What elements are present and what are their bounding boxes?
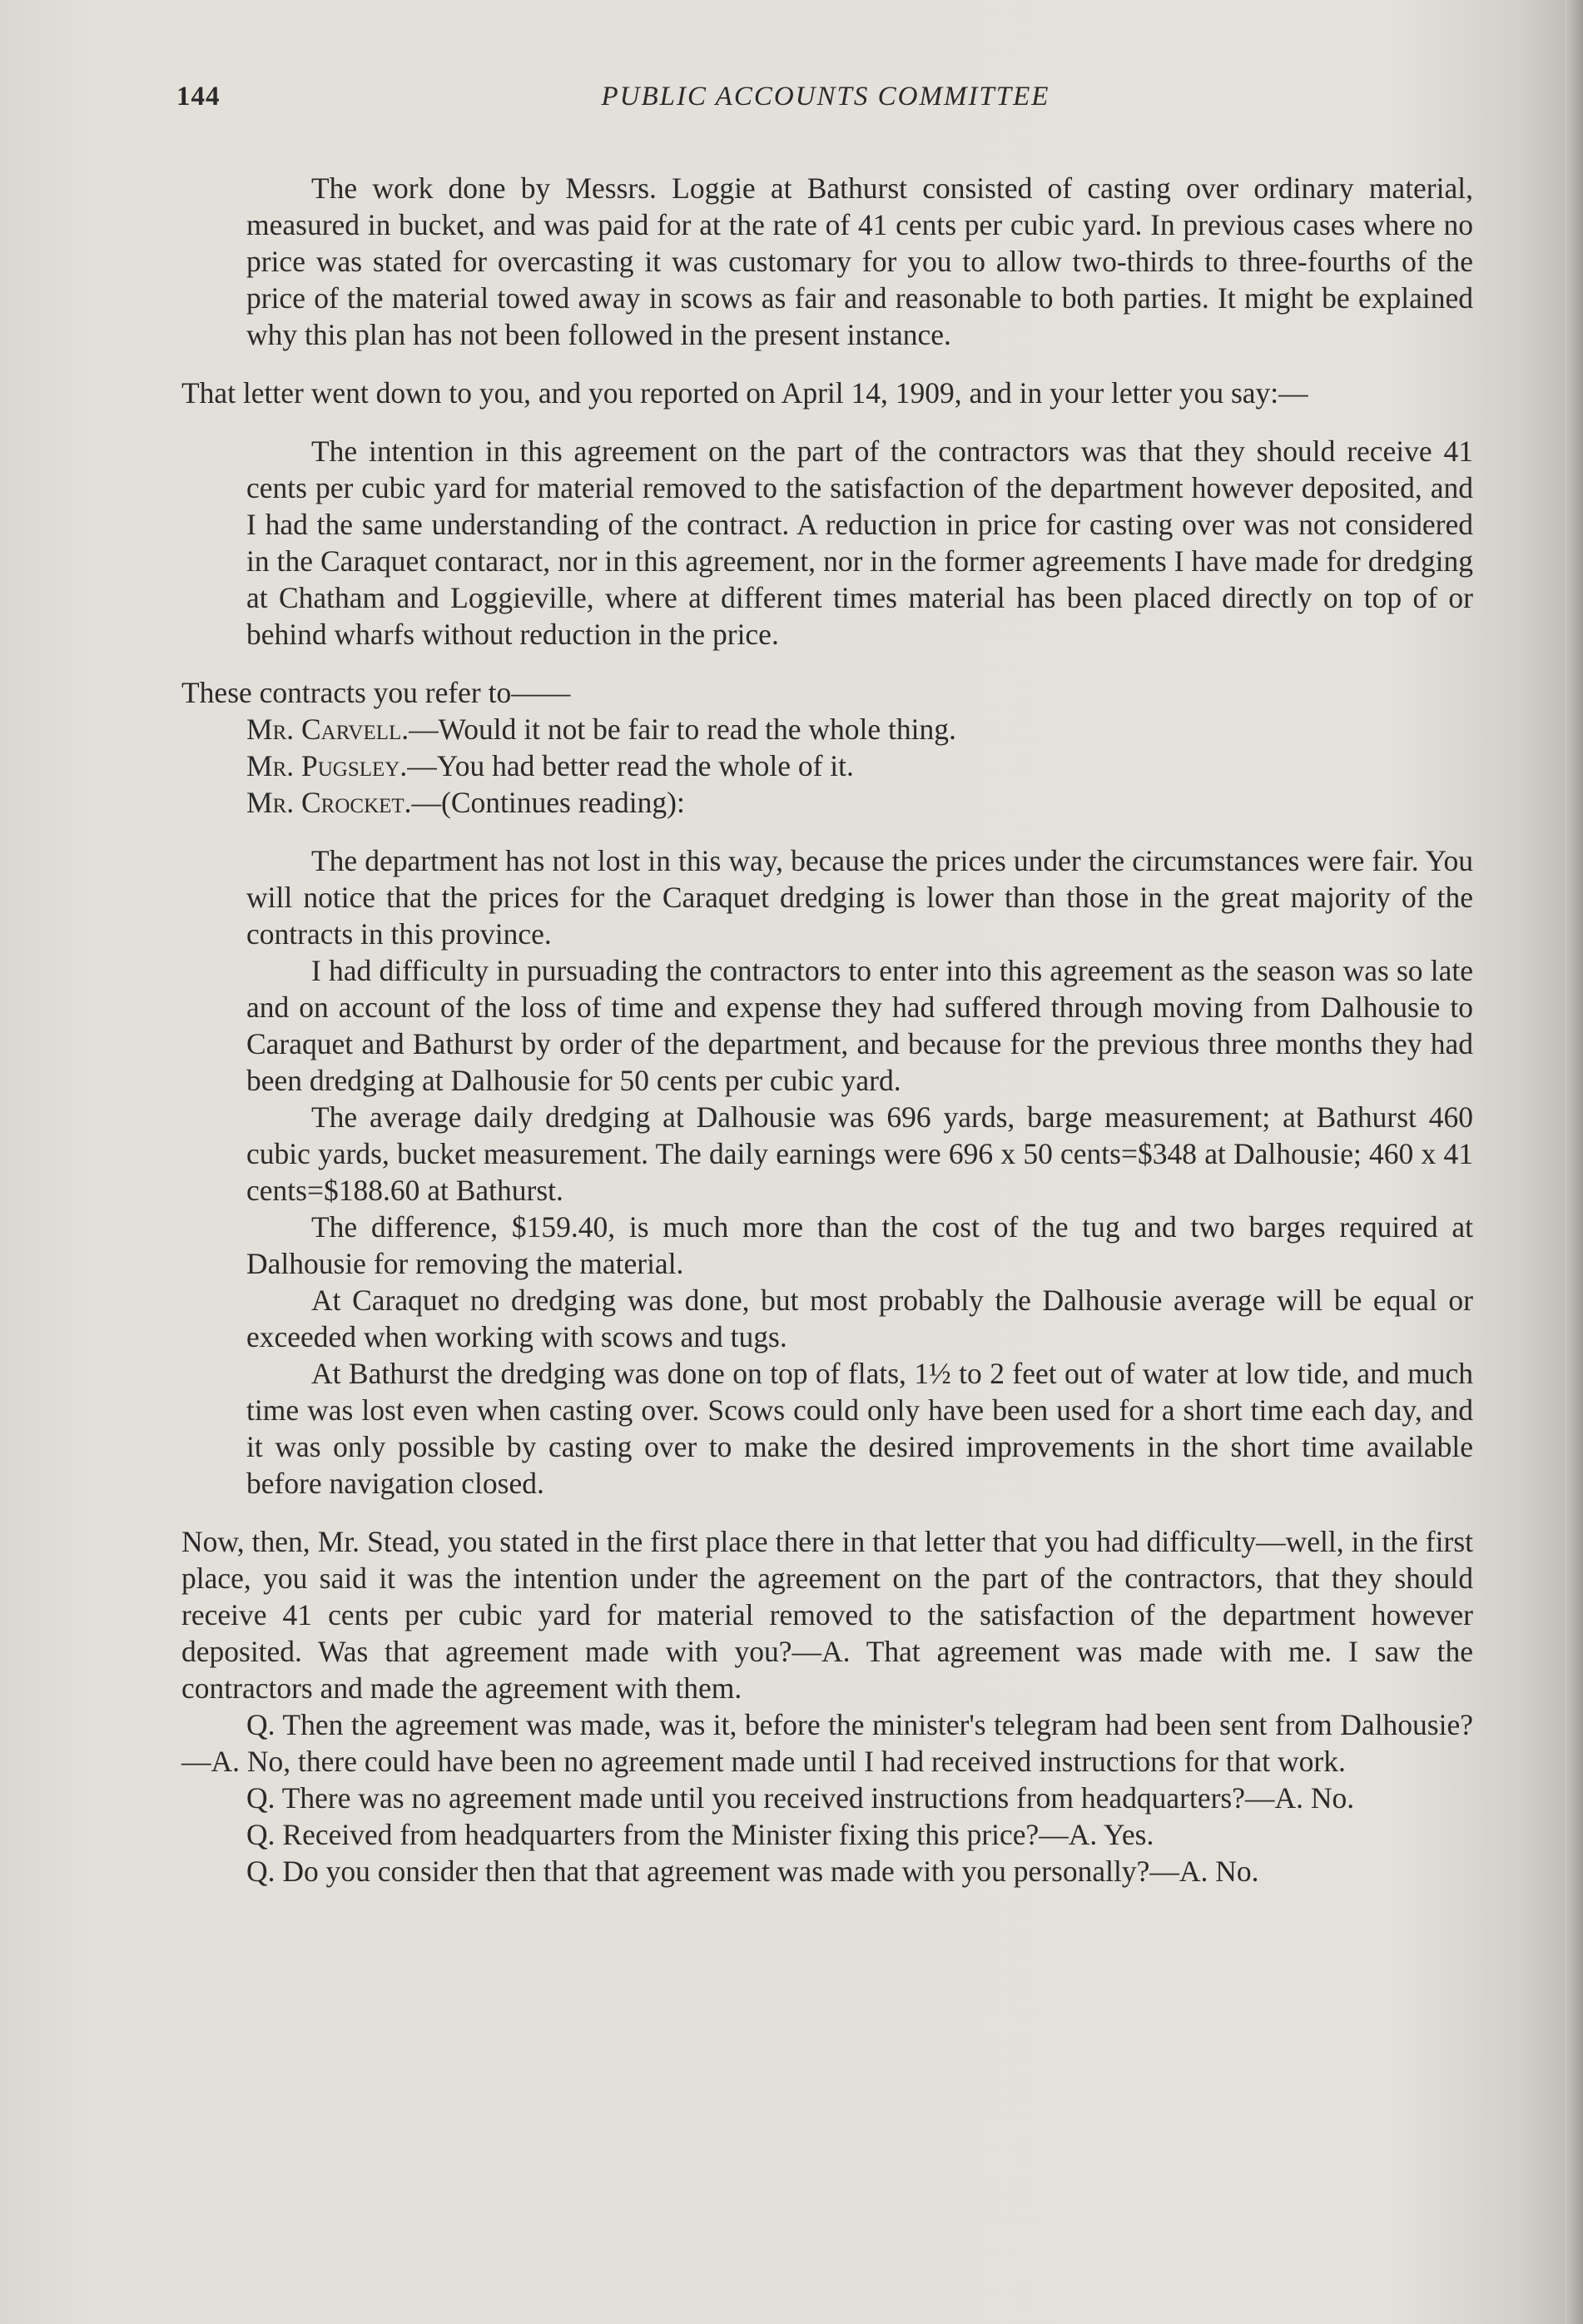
quoted-letter-1 [246,170,1473,353]
running-head [176,82,1475,123]
quote-paragraph: The intention in this agreement on the part of the contractors was that they should receive 41 cents per cubic yard for material removed to the satisfaction of the department however deposited, and I had the same understanding of the contract. A reduction in price for casting over was not considered in the Caraquet contaract, nor in this agreement, nor in the former agreements I have made for dredging at Chatham and Loggieville, where at different times material has been placed directly on top of or behind wharfs without reduction in the price. [246,435,1473,651]
quote-paragraph: At Caraquet no dredging was done, but most probably the Dalhousie average will be equal or exceeded when working with scows and tugs. [246,1284,1473,1353]
quote-paragraph: The difference, $159.40, is much more than the cost of the tug and two barges required at Dalhousie for removing the material. [246,1210,1473,1280]
speaker-name: Mr. Crocket. [246,786,412,819]
page-number: 144 [176,82,221,112]
dialogue [246,711,1473,821]
quote-paragraph: The average daily dredging at Dalhousie was 696 yards, barge measurement; at Bathurst 460 cubic yards, bucket measurement. The daily earnings were 696 x 50 cents=$348 at Dalhousie; 460 x 41 cents=$188.60 at Bathurst. [246,1100,1473,1207]
quote-paragraph: The work done by Messrs. Loggie at Bathurst consisted of casting over ordinary material, measured in bucket, and was paid for at the rate of 41 cents per cubic yard. In previous cases where no price was stated for overcasting it was customary for you to allow two-thirds to three-fourths of the price of the material towed away in scows as fair and reasonable to both parties. It might be explained why this plan has not been followed in the present instance. [246,171,1473,351]
dialogue-text: —Would it not be fair to read the whole thing. [409,713,956,746]
body-paragraph: That letter went down to you, and you reported on April 14, 1909, and in your letter you say:— [181,376,1308,410]
body-paragraph: These contracts you refer to—— [181,676,571,709]
page-edge [1565,0,1583,2324]
dialogue-line [246,711,1473,747]
qa-paragraph: Q. Received from headquarters from the Minister fixing this price?—A. Yes. [246,1818,1154,1851]
speaker-name: Mr. Pugsley. [246,749,408,782]
qa-paragraph: Q. Do you consider then that that agreement was made with you personally?—A. No. [246,1855,1259,1888]
dialogue-text: —(Continues reading): [411,786,685,819]
body-paragraph: Now, then, Mr. Stead, you stated in the first place there in that letter that you had difficulty—well, in the first place, you said it was the intention under the agreement on the part of the contractors, that they should receive 41 cents per cubic yard for material removed to the satisfaction of the department however deposited. Was that agreement made with you?—A. That agreement was made with me. I saw the contractors and made the agreement with them. [181,1525,1473,1705]
quote-paragraph: At Bathurst the dredging was done on top of flats, 1½ to 2 feet out of water at low tide, and much time was lost even when casting over. Scows could only have been used for a short time each day, and it was only possible by casting over to make the desired improvements in the short time available before navigation closed. [246,1357,1473,1500]
qa-paragraph: Q. Then the agreement was made, was it, before the minister's telegram had been sent from Dalhousie?—A. No, there could have been no agreement made until I had received instructions for that work. [181,1708,1473,1778]
dialogue-text: —You had better read the whole of it. [407,749,854,782]
speaker-name: Mr. Carvell. [246,713,409,746]
running-title: PUBLIC ACCOUNTS COMMITTEE [601,82,1050,112]
dialogue-line [246,747,1473,784]
quoted-letter-3 [246,842,1473,1502]
qa-paragraph: Q. There was no agreement made until you received instructions from headquarters?—A. No. [246,1781,1355,1815]
quote-paragraph: The department has not lost in this way, because the prices under the circumstances were fair. You will notice that the prices for the Caraquet dredging is lower than those in the great majority of the contracts in this province. [246,844,1473,951]
dialogue-line [246,784,1473,821]
quoted-letter-2 [246,433,1473,653]
page-content [181,170,1473,1889]
quote-paragraph: I had difficulty in pursuading the contractors to enter into this agreement as the season was so late and on account of the loss of time and expense they had suffered through moving from Dalhousie to Caraquet and Bathurst by order of the department, and because for the previous three months they had been dredging at Dalhousie for 50 cents per cubic yard. [246,954,1473,1097]
